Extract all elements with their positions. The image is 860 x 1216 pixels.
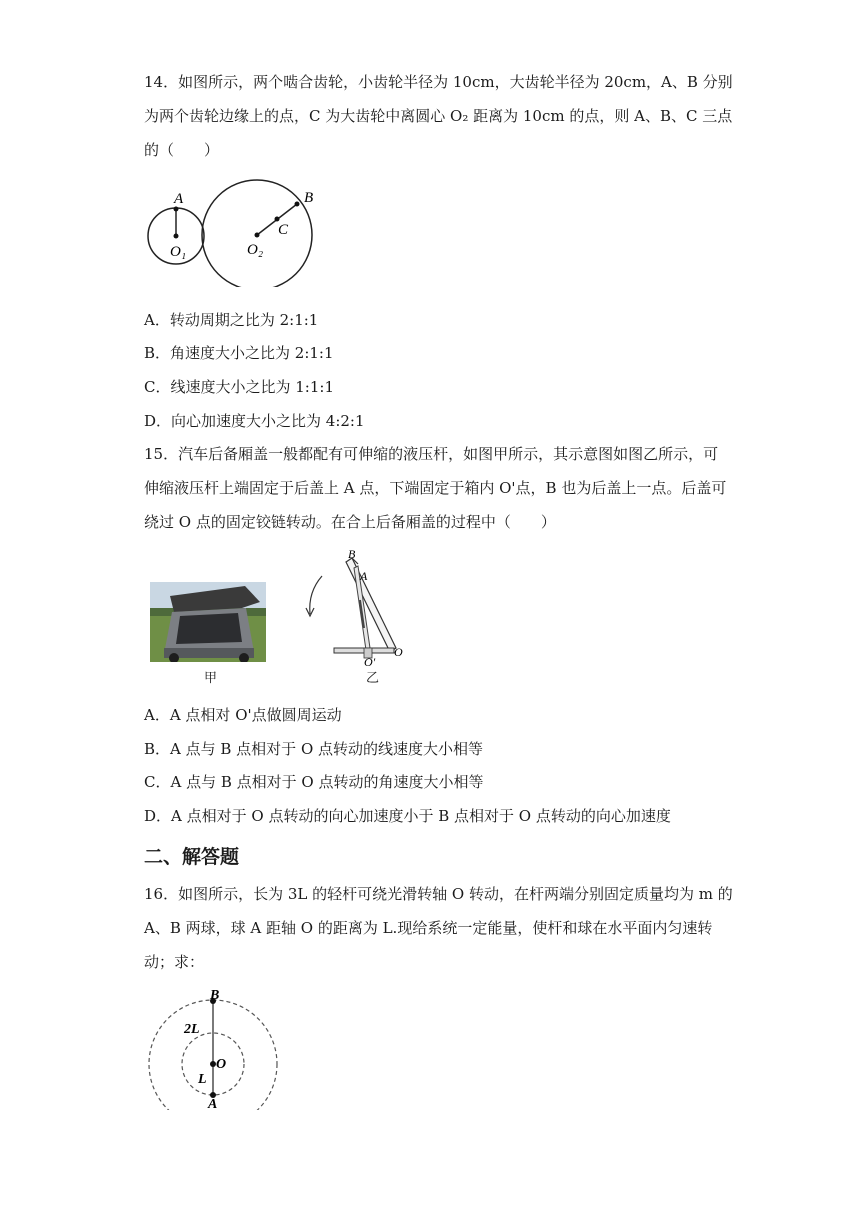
trunk-schematic: [300, 548, 410, 686]
label-2L: 2L: [184, 1022, 200, 1037]
caption-yi: 乙: [366, 671, 380, 686]
label-O-schematic: O: [394, 645, 403, 659]
q14-option-c: C．线速度大小之比为 1:1:1: [144, 378, 334, 396]
q16-line-3: 动；求：: [144, 953, 205, 971]
label-A: A: [174, 191, 184, 207]
q14-line-2: 为两个齿轮边缘上的点，C 为大齿轮中离圆心 O₂ 距离为 10cm 的点，则 A、B、C 三点: [144, 107, 733, 125]
q15-line-3: 绕过 O 点的固定铰链转动。在合上后备厢盖的过程中（ ）: [144, 513, 556, 531]
q14-line-3: 的（ ）: [144, 141, 220, 159]
q15-line-1: 15．汽车后备厢盖一般都配有可伸缩的液压杆，如图甲所示，其示意图如图乙所示，可: [144, 445, 719, 463]
q14-option-d: D．向心加速度大小之比为 4:2:1: [144, 412, 365, 430]
q15-option-b: B．A 点与 B 点相对于 O 点转动的线速度大小相等: [144, 740, 484, 758]
q16-line-1: 16．如图所示，长为 3L 的轻杆可绕光滑转轴 O 转动，在杆两端分别固定质量均为 m 的: [144, 885, 733, 903]
label-B-schematic: B: [348, 548, 356, 561]
q15-option-d: D．A 点相对于 O 点转动的向心加速度小于 B 点相对于 O 点转动的向心加速度: [144, 807, 671, 825]
label-B: B: [304, 190, 314, 206]
q15-line-2: 伸缩液压杆上端固定于后盖上 A 点，下端固定于箱内 O'点，B 也为后盖上一点。后盖可: [144, 479, 727, 497]
gears-diagram: [140, 172, 330, 287]
label-O2: O₂: [247, 242, 264, 258]
q14-line-1: 14．如图所示，两个啮合齿轮，小齿轮半径为 10cm，大齿轮半径为 20cm，A、B 分别: [144, 73, 733, 91]
label-A-schematic: A: [360, 569, 368, 583]
label-O-prime: O': [364, 655, 376, 669]
caption-jia: 甲: [204, 671, 218, 686]
label-O1: O₁: [170, 244, 187, 260]
q14-option-a: A．转动周期之比为 2:1:1: [144, 311, 319, 329]
label-L: L: [198, 1072, 207, 1087]
q14-option-b: B．角速度大小之比为 2:1:1: [144, 344, 334, 362]
q15-option-a: A．A 点相对 O'点做圆周运动: [144, 706, 342, 724]
label-B-rod: B: [210, 988, 220, 1003]
rod-rotation-diagram: [146, 985, 286, 1110]
q15-option-c: C．A 点与 B 点相对于 O 点转动的角速度大小相等: [144, 773, 484, 791]
label-C: C: [278, 222, 289, 238]
label-O-rod: O: [216, 1057, 227, 1072]
car-trunk-photo: [150, 582, 266, 662]
q16-line-2: A、B 两球，球 A 距轴 O 的距离为 L.现给系统一定能量，使杆和球在水平面内匀速转: [144, 919, 713, 937]
label-A-rod: A: [208, 1097, 218, 1110]
section-title: 二、解答题: [144, 846, 240, 868]
